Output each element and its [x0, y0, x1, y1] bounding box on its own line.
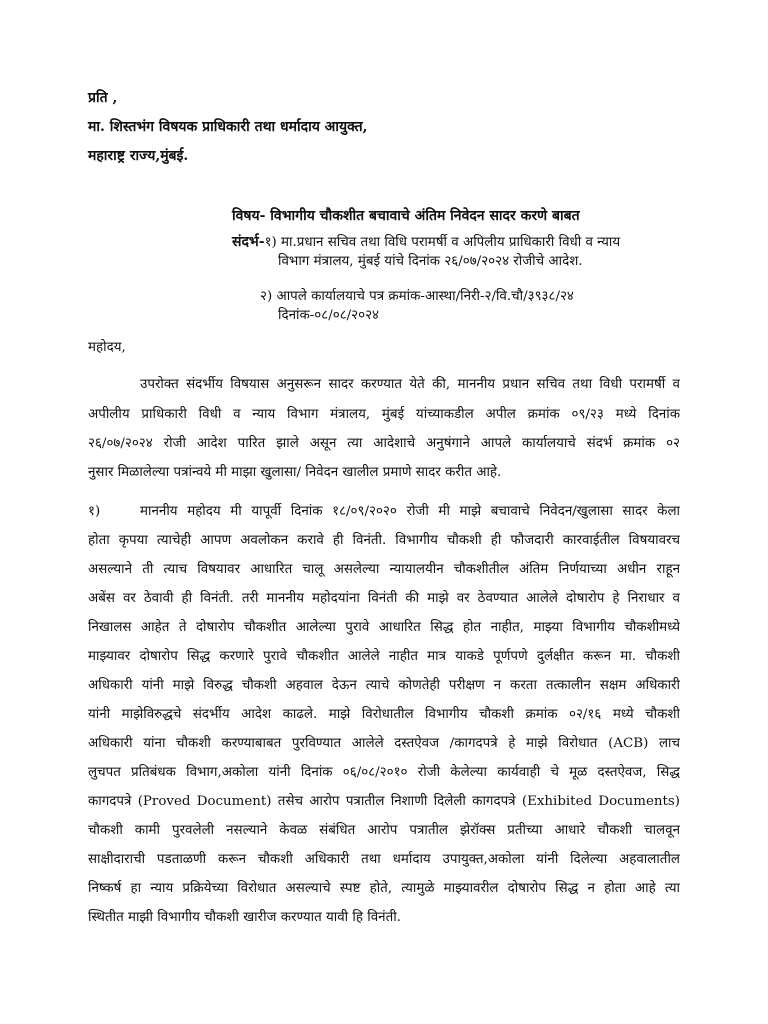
point1-line: असल्याने ती त्याच विषयावर आधारित चालू असलेल्या न्यायालयीन चौकशीतील अंतिम निर्णयाच्या अधीन राहून	[88, 562, 680, 577]
reference-label: संदर्भ-	[232, 234, 265, 250]
reference-2-line-2: दिनांक-०८/०८/२०२४	[278, 308, 380, 323]
point1-line: होता कृपया त्याचेही आपण अवलोकन करावे ही विनंती. विभागीय चौकशी ही फौजदारी कारवाईतील विषयावरच	[88, 533, 680, 548]
point1-line: अबेंस वर ठेवावी ही विनंती. तरी माननीय महोदयांना विनंती की माझे वर ठेवण्यात आलेले दोषारोप हे निराधार व	[88, 591, 680, 606]
address-recipient: मा. शिस्तभंग विषयक प्राधिकारी तथा धर्मादाय आयुक्त,	[88, 119, 368, 135]
point1-number: १)	[88, 504, 101, 519]
reference-1-line-1: १) मा.प्रधान सचिव तथा विधि परामर्षी व अपिलीय प्राधिकारी विधी व न्याय	[264, 235, 621, 250]
point1-line: माननीय महोदय मी यापूर्वी दिनांक १८/०९/२०२० रोजी मी माझे बचावाचे निवेदन/खुलासा सादर केला	[140, 504, 680, 519]
reference-1-line-2: विभाग मंत्रालय, मुंबई यांचे दिनांक २६/०७/२०२४ रोजीचे आदेश.	[278, 254, 583, 269]
para1-line: नुसार मिळालेल्या पत्रांन्वये मी माझा खुलासा/ निवेदन खालील प्रमाणे सादर करीत आहे.	[88, 465, 502, 480]
point1-line: साक्षीदाराची पडताळणी करून चौकशी अधिकारी तथा धर्मादाय उपायुक्त,अकोला यांनी दिलेल्या अहवालातील	[88, 852, 680, 867]
subject-line: विषय- विभागीय चौकशीत बचावाचे अंतिम निवेदन सादर करणे बाबत	[232, 208, 580, 224]
address-to: प्रति ,	[88, 90, 118, 106]
point1-line: अधिकारी यांनी माझे विरुद्ध चौकशी अहवाल देऊन त्याचे कोणतेही परीक्षण न करता तत्कालीन सक्षम अधिकारी	[88, 678, 680, 693]
point1-line: निष्कर्ष हा न्याय प्रक्रियेच्या विरोधात असल्याचे स्पष्ट होते, त्यामुळे माझ्यावरील दोषारोप सिद्ध न होता आहे त्या	[88, 881, 680, 896]
salutation: महोदय,	[88, 340, 126, 355]
para1-line: २६/०७/२०२४ रोजी आदेश पारित झाले असून त्या आदेशाचे अनुषंगाने आपले कार्यालयाचे संदर्भ क्रमांक ०२	[88, 436, 680, 451]
point1-line: कागदपत्रे (Proved Document) तसेच आरोप पत्रातील निशाणी दिलेली कागदपत्रे (Exhibited Documents)	[88, 794, 680, 809]
point1-line: स्थितीत माझी विभागीय चौकशी खारीज करण्यात यावी हि विनंती.	[88, 910, 401, 925]
point1-line: अधिकारी यांना चौकशी करण्याबाबत पुरविण्यात आलेले दस्तऐवज /कागदपत्रे हे माझे विरोधात (ACB) लाच	[88, 736, 680, 751]
reference-1	[232, 232, 620, 253]
point1-line: यांनी माझेविरुद्धचे संदर्भीय आदेश काढले. माझे विरोधातील विभागीय चौकशी क्रमांक ०२/१६ मध्ये चौकशी	[88, 707, 680, 722]
point1-line: निखालस आहेत ते दोषारोप चौकशीत आलेल्या पुरावे आधारित सिद्ध होत नाहीत, माझ्या विभागीय चौकशीमध्ये	[88, 620, 680, 635]
point1-line: माझ्यावर दोषारोप सिद्ध करणारे पुरावे चौकशीत आलेले नाहीत मात्र याकडे पूर्णपणे दुर्लक्षीत करून मा. चौकशी	[88, 649, 680, 664]
reference-2-line-1: २) आपले कार्यालयाचे पत्र क्रमांक-आस्था/निरी-२/वि.चौ/३९३८/२४	[260, 289, 574, 304]
point1-line: चौकशी कामी पुरवलेली नसल्याने केवळ संबंधित आरोप पत्रातील झेरॉक्स प्रतीच्या आधारे चौकशी चालवून	[88, 823, 680, 838]
para1-line: उपरोक्त संदर्भीय विषयास अनुसरून सादर करण्यात येते की, माननीय प्रधान सचिव तथा विधी परामर्षी व	[140, 377, 680, 392]
para1-line: अपीलीय प्राधिकारी विधी व न्याय विभाग मंत्रालय, मुंबई यांच्याकडील अपील क्रमांक ०९/२३ मध्ये दिनांक	[88, 407, 680, 422]
point1-line: लुचपत प्रतिबंधक विभाग,अकोला यांनी दिनांक ०६/०८/२०१० रोजी केलेल्या कार्यवाही चे मूळ दस्तऐवज, सिद्ध	[88, 765, 680, 780]
address-place: महाराष्ट्र राज्य,मुंबई.	[88, 148, 189, 164]
